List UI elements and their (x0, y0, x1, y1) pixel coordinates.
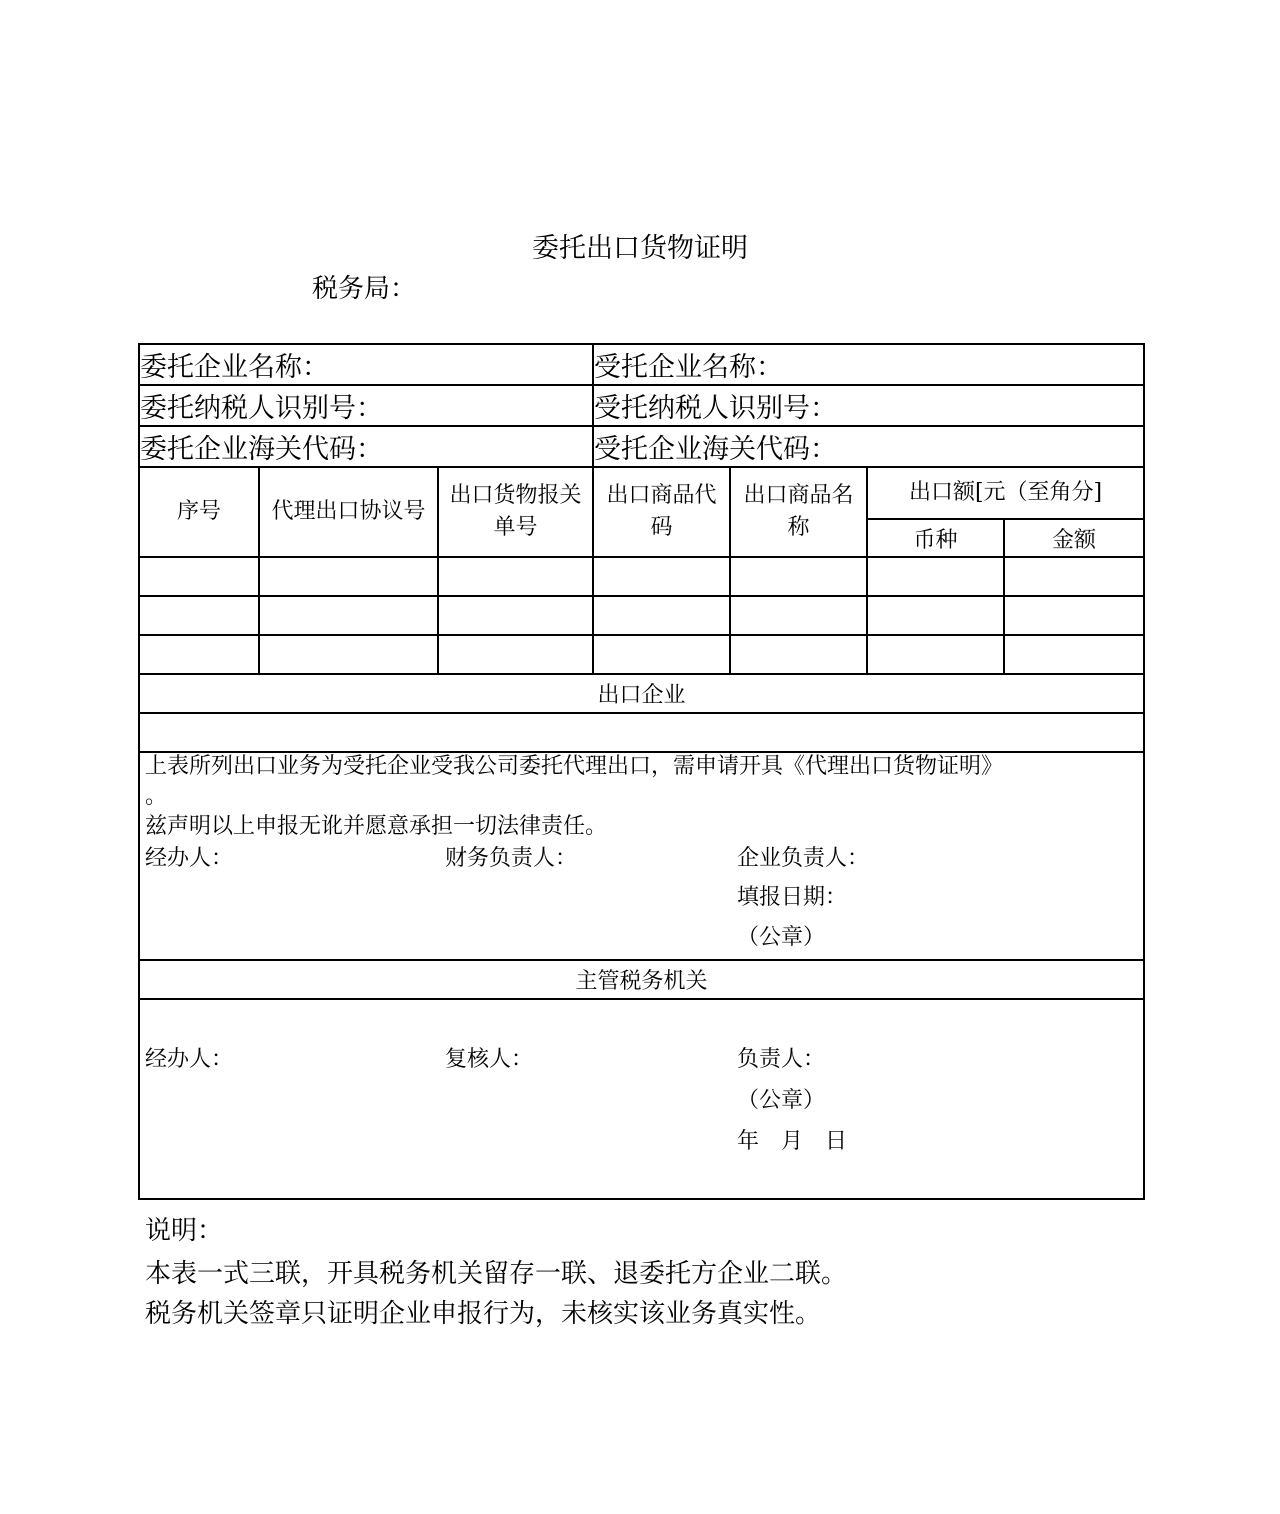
header-declaration-no: 出口货物报关单号 (438, 467, 593, 557)
header-export-amount: 出口额[元（至角分] (867, 467, 1144, 519)
declaration-line-2: 兹声明以上申报无讹并愿意承担一切法律责任。 (145, 814, 608, 839)
export-section-blank-row (139, 713, 1144, 752)
table-row (139, 596, 1144, 635)
tax-signature-row (139, 999, 1144, 1199)
export-declaration-cell (139, 752, 1144, 960)
table-cell[interactable] (1004, 635, 1144, 674)
consignee-name-cell[interactable]: 受托企业名称： (593, 344, 1144, 385)
consignor-tax-id-cell[interactable]: 委托纳税人识别号： (139, 385, 593, 426)
table-cell[interactable] (259, 635, 438, 674)
tax-section-header-row (139, 960, 1144, 999)
info-row-tax-id (139, 385, 1144, 426)
export-handler-label: 经办人： (145, 846, 234, 871)
consignee-customs-code-cell[interactable]: 受托企业海关代码： (593, 426, 1144, 467)
table-row (139, 635, 1144, 674)
tax-handler-label: 经办人： (145, 1047, 234, 1072)
notes-line-1: 本表一式三联，开具税务机关留存一联、退委托方企业二联。 (145, 1259, 848, 1289)
header-commodity-code: 出口商品代码 (593, 467, 730, 557)
table-cell[interactable] (867, 635, 1004, 674)
export-seal-label: （公章） (737, 925, 826, 950)
table-cell[interactable] (1004, 596, 1144, 635)
table-cell[interactable] (139, 596, 259, 635)
table-cell[interactable] (593, 596, 730, 635)
export-head-label: 企业负责人： (737, 846, 870, 871)
header-commodity-name: 出口商品名称 (730, 467, 867, 557)
header-serial: 序号 (139, 467, 259, 557)
export-certificate-form (138, 343, 1145, 1200)
table-cell[interactable] (1004, 557, 1144, 596)
tax-bureau-label: 税务局： (312, 274, 417, 304)
tax-seal-label: （公章） (737, 1088, 826, 1113)
table-cell[interactable] (438, 596, 593, 635)
table-cell[interactable] (438, 557, 593, 596)
table-cell[interactable] (730, 596, 867, 635)
table-cell[interactable] (259, 557, 438, 596)
table-row (139, 557, 1144, 596)
notes-label: 说明： (145, 1216, 224, 1246)
table-cell[interactable] (438, 635, 593, 674)
table-cell[interactable] (593, 635, 730, 674)
table-header-row (139, 467, 1144, 519)
consignor-name-cell[interactable]: 委托企业名称： (139, 344, 593, 385)
table-cell[interactable] (259, 596, 438, 635)
export-section-title: 出口企业 (139, 674, 1144, 713)
consignee-tax-id-cell[interactable]: 受托纳税人识别号： (593, 385, 1144, 426)
table-cell[interactable] (730, 557, 867, 596)
export-section-blank-cell[interactable] (139, 713, 1144, 752)
header-agreement-no: 代理出口协议号 (259, 467, 438, 557)
info-row-name (139, 344, 1144, 385)
table-cell[interactable] (867, 596, 1004, 635)
page-title: 委托出口货物证明 (532, 233, 748, 264)
export-section-header-row (139, 674, 1144, 713)
table-cell[interactable] (730, 635, 867, 674)
tax-reviewer-label: 复核人： (445, 1047, 534, 1072)
export-declaration-row (139, 752, 1144, 960)
consignor-customs-code-cell[interactable]: 委托企业海关代码： (139, 426, 593, 467)
tax-head-label: 负责人： (737, 1047, 826, 1072)
tax-section-title: 主管税务机关 (139, 960, 1144, 999)
info-row-customs-code (139, 426, 1144, 467)
declaration-line-1: 上表所列出口业务为受托企业受我公司委托代理出口，需申请开具《代理出口货物证明》 (145, 754, 1004, 779)
header-amount: 金额 (1004, 519, 1144, 557)
table-cell[interactable] (867, 557, 1004, 596)
tax-signature-cell (139, 999, 1144, 1199)
tax-date-label: 年 月 日 (737, 1129, 848, 1154)
header-currency: 币种 (867, 519, 1004, 557)
table-cell[interactable] (139, 635, 259, 674)
export-finance-label: 财务负责人： (445, 846, 578, 871)
table-cell[interactable] (139, 557, 259, 596)
export-date-label: 填报日期： (737, 885, 848, 910)
table-cell[interactable] (593, 557, 730, 596)
notes-line-2: 税务机关签章只证明企业申报行为，未核实该业务真实性。 (145, 1299, 822, 1329)
declaration-line-1-end: 。 (145, 784, 168, 809)
